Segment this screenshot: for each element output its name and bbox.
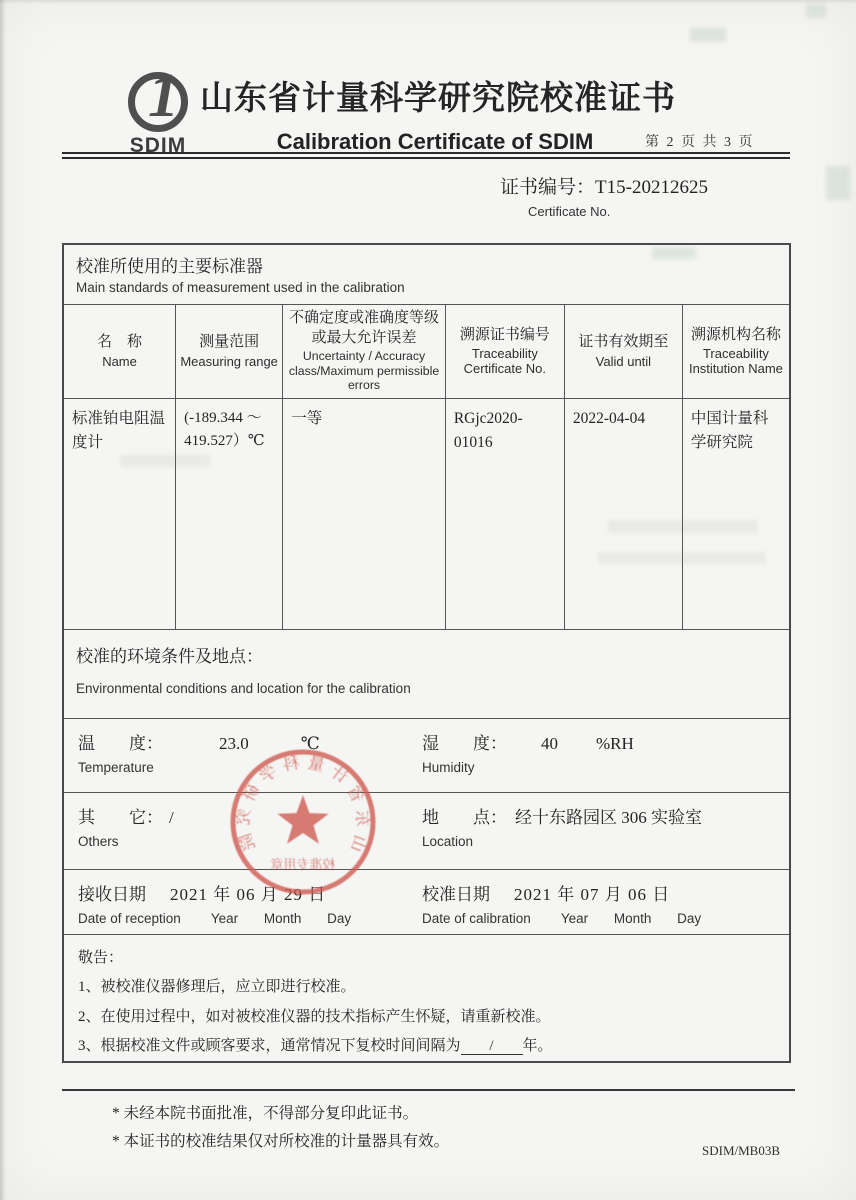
environment-title-en: Environmental conditions and location for the calibration xyxy=(76,680,411,696)
bleedthrough-mark xyxy=(826,166,850,200)
main-table xyxy=(62,243,791,1063)
calibration-date-label-en: Date of calibration xyxy=(422,910,531,926)
bleedthrough-mark xyxy=(806,4,826,18)
others-location-row xyxy=(64,793,789,869)
cell-measuring-range: (-189.344 ～ 419.527）℃ xyxy=(176,399,283,629)
calibration-date-label-cn: 校准日期 xyxy=(422,884,490,904)
notice-title: 敬告： xyxy=(78,950,124,966)
certificate-number-block xyxy=(500,172,708,219)
col-header-uncertainty: 不确定度或准确度等级或最大允许误差 Uncertainty / Accuracy class/Maximum permissible errors xyxy=(283,305,446,398)
certificate-number-value: T15-20212625 xyxy=(595,177,708,198)
header-divider xyxy=(62,152,790,159)
humidity-label-en: Humidity xyxy=(422,759,475,775)
footnote-2: * 本证书的校准结果仅对所校准的计量器具有效。 xyxy=(112,1132,450,1150)
footnotes xyxy=(112,1100,449,1156)
notice-item-1: 1、被校准仪器修理后，应立即进行校准。 xyxy=(78,979,356,996)
cell-traceability-institution: 中国计量科学研究院 xyxy=(690,409,769,451)
scan-edge-shadow xyxy=(0,0,6,1200)
footnote-1: * 未经本院书面批准，不得部分复印此证书。 xyxy=(112,1105,419,1122)
cell-valid-until: 2022-04-04 xyxy=(565,399,683,629)
reception-date-block xyxy=(64,870,422,934)
reception-date-value: 2021 年 06 月 29 日 xyxy=(170,884,327,904)
recalibration-interval-blank: / xyxy=(461,1038,523,1056)
logo-text: SDIM xyxy=(129,134,187,157)
others-value: / xyxy=(169,808,174,828)
bleedthrough-mark xyxy=(608,520,758,533)
col-header-measuring-range: 测量范围 Measuring range xyxy=(176,305,283,398)
col-header-valid-until: 证书有效期至 Valid until xyxy=(565,305,683,398)
bleedthrough-mark xyxy=(598,552,766,564)
standards-header-row xyxy=(64,305,789,399)
sdim-logo xyxy=(106,62,210,158)
logo-digit: 1 xyxy=(148,62,179,130)
humidity-value: 40 xyxy=(541,733,558,753)
reception-date-label-cn: 接收日期 xyxy=(78,884,146,904)
bleedthrough-mark xyxy=(690,28,726,42)
others-block xyxy=(64,793,422,868)
form-number: SDIM/MB03B xyxy=(702,1143,781,1158)
calibration-date-units-en: Year Month Day xyxy=(560,910,702,926)
temperature-label-en: Temperature xyxy=(78,759,154,775)
scan-edge-shadow-top xyxy=(0,0,856,4)
header-titles xyxy=(200,72,676,155)
cell-name: 标准铂电阻温度计 xyxy=(64,399,176,629)
calibration-date-block xyxy=(422,870,789,934)
cell-traceability-cert-no: RGjc2020-01016 xyxy=(446,399,565,629)
calibration-date-value: 2021 年 07 月 06 日 xyxy=(514,884,671,904)
location-block xyxy=(422,793,789,868)
others-label-en: Others xyxy=(78,834,119,850)
reception-date-units-en: Year Month Day xyxy=(210,910,352,926)
location-value: 经十东路园区 306 实验室 xyxy=(515,808,702,828)
col-header-traceability-cert-no: 溯源证书编号 Traceability Certificate No. xyxy=(446,305,565,398)
standards-title-en: Main standards of measurement used in the calibration xyxy=(76,280,405,295)
page-number: 第 2 页 共 3 页 xyxy=(645,135,755,150)
temperature-humidity-row xyxy=(64,719,789,793)
humidity-label-cn: 湿 度： xyxy=(422,733,507,753)
cell-uncertainty: 一等 xyxy=(283,399,446,629)
footer-divider xyxy=(62,1089,795,1091)
stamp-arc-text: 山东省计量科学研究院 xyxy=(233,752,373,855)
humidity-unit: %RH xyxy=(596,733,634,753)
temperature-value: 23.0 xyxy=(219,733,249,753)
logo-circle-icon xyxy=(128,62,188,132)
humidity-block xyxy=(422,719,789,792)
notice-item-3: 3、根据校准文件或顾客要求，通常情况下复校时间间隔为 / 年。 xyxy=(78,1037,553,1054)
environment-section-title xyxy=(64,630,789,719)
standards-title-cn: 校准所使用的主要标准器 xyxy=(76,257,263,276)
page-subtitle: Calibration Certificate of SDIM xyxy=(276,129,594,154)
environment-title-cn: 校准的环境条件及地点： xyxy=(76,646,263,666)
reception-date-label-en: Date of reception xyxy=(78,910,181,926)
certificate-number-label-cn: 证书编号： xyxy=(500,177,596,198)
standards-data-row xyxy=(64,399,789,630)
others-label-cn: 其 它： xyxy=(78,808,163,828)
col-header-name: 名 称 Name xyxy=(64,305,176,398)
dates-row xyxy=(64,870,789,935)
bleedthrough-mark xyxy=(652,247,696,259)
location-label-en: Location xyxy=(422,834,474,850)
page-title: 山东省计量科学研究院校准证书 xyxy=(200,81,676,117)
certificate-number-label-en: Certificate No. xyxy=(528,204,611,219)
notice-section xyxy=(64,935,789,1061)
location-label-cn: 地 点： xyxy=(422,808,507,828)
col-header-traceability-institution: 溯源机构名称 Traceability Institution Name xyxy=(688,326,783,377)
stamp-bottom-text: 校准专用章 xyxy=(270,857,336,872)
bleedthrough-mark xyxy=(120,455,210,467)
temperature-block xyxy=(64,719,422,792)
temperature-unit: ℃ xyxy=(300,733,320,753)
temperature-label-cn: 温 度： xyxy=(78,733,163,753)
notice-item-2: 2、在使用过程中，如对被校准仪器的技术指标产生怀疑，请重新校准。 xyxy=(78,1008,551,1025)
